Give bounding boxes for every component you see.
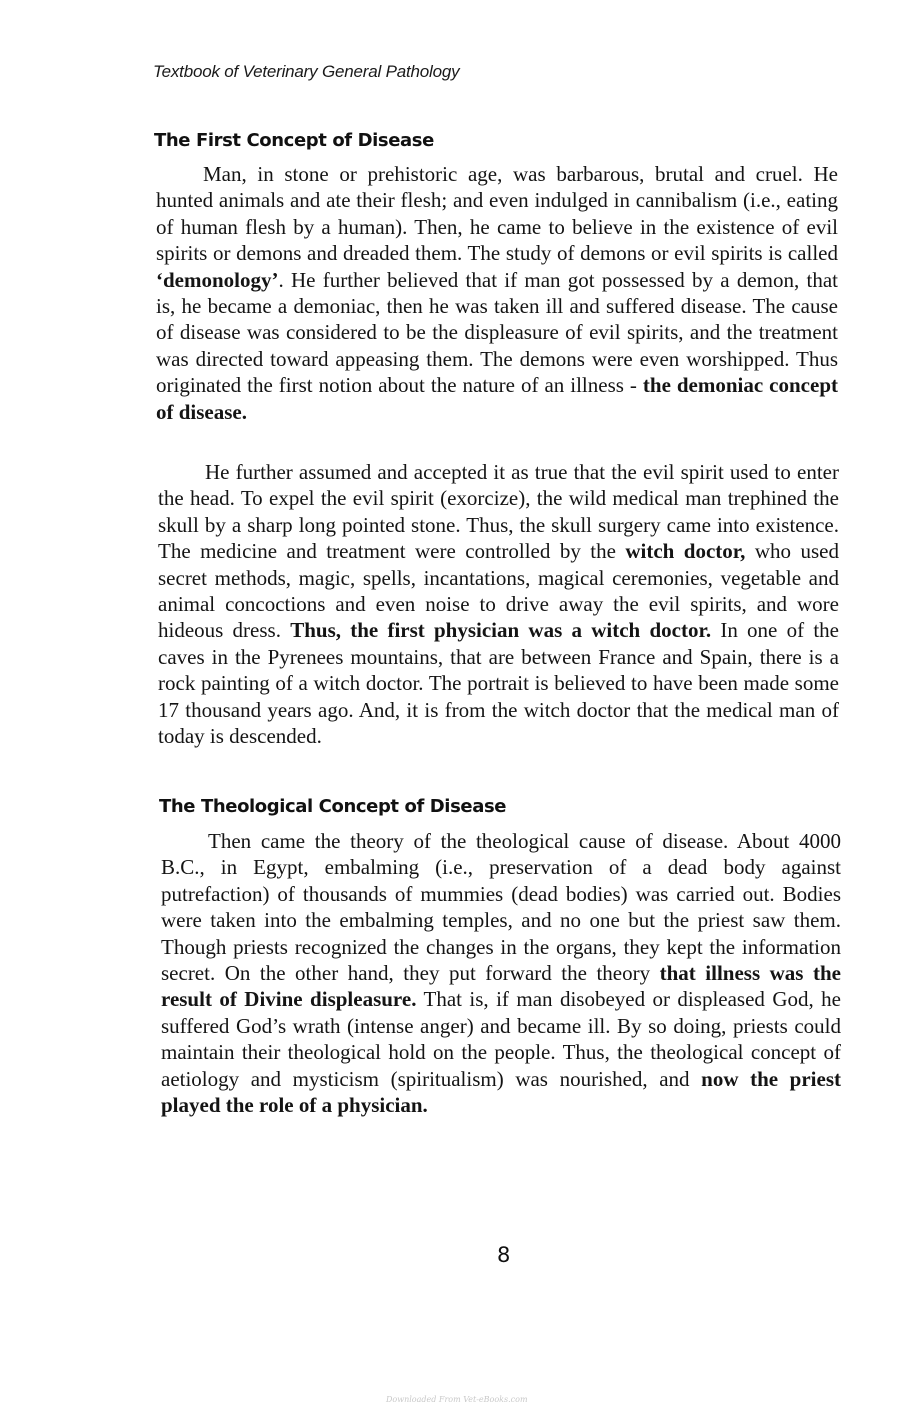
bold-first-physician: Thus, the first physician was a witch doctor. [290,618,712,643]
running-header: Textbook of Veterinary General Pathology [153,62,460,81]
watermark: Downloaded From Vet-eBooks.com [386,1395,528,1404]
paragraph-theological [161,828,841,1118]
bold-demoniac-concept: the demoniac concept of disease. [156,373,838,424]
text-run: . He further believed that if man got possessed by a demon, that is, he became a demoniac, then he was taken ill and suffered disease. The cause of disease was considered to be the displeasure of evil spirits, and the treatment was directed toward appeasing them. The demons were even worshipped. Thus originated the first notion about the nature of an illness - [156,267,838,398]
bold-term-demonology: ‘demonology’ [156,267,279,292]
text-run: He further assumed and accepted it as true that the evil spirit used to enter the head. To expel the evil spirit (exorcize), the wild medical man trephined the skull by a sharp long pointed stone. Thus, the skull surgery came into existence. The medicine and treatment were controlled by the [158,460,839,564]
text-run: Then came the theory of the theological cause of disease. About 4000 B.C., in Egypt, embalming (i.e., preservation of a dead body against putrefaction) of thousands of mummies (dead bodies) was carried out. Bodies were taken into the embalming temples, and no one but the priest saw them. Though priests recognized the changes in the organs, they kept the information secret. On the other hand, they put forward the theory [161,829,841,986]
text-run: who used secret methods, magic, spells, incantations, magical ceremonies, vegetable and animal concoctions and even noise to drive away the evil spirits, and wore hideous dress. [158,539,839,643]
text-run: Man, in stone or prehistoric age, was barbarous, brutal and cruel. He hunted animals and ate their flesh; and even indulged in cannibalism (i.e., eating of human flesh by a human). Then, he came to believe in the existence of evil spirits or demons and dreaded them. The study of demons or evil spirits is called [156,162,838,266]
text-run: In one of the caves in the Pyrenees mountains, that are between France and Spain, there is a rock painting of a witch doctor. The portrait is believed to have been made some 17 thousand years ago. And, it is from the witch doctor that the medical man of today is descended. [158,618,839,749]
page-number: 8 [497,1243,511,1267]
bold-term-witch-doctor: witch doctor, [625,539,746,564]
text-run: That is, if man disobeyed or displeased God, he suffered God’s wrath (intense anger) and became ill. By so doing, priests could maintain their theological hold on the people. Thus, the theological concept of aetiology and mysticism (spiritualism) was nourished, and [161,987,842,1091]
section-heading-first-concept: The First Concept of Disease [154,130,434,151]
bold-priest-physician: now the priest played the role of a physician. [161,1066,841,1118]
bold-divine-displeasure: that illness was the result of Divine displeasure. [161,961,841,1012]
paragraph-demonology [156,161,838,425]
paragraph-witch-doctor [158,459,839,749]
section-heading-theological-concept: The Theological Concept of Disease [159,796,507,817]
